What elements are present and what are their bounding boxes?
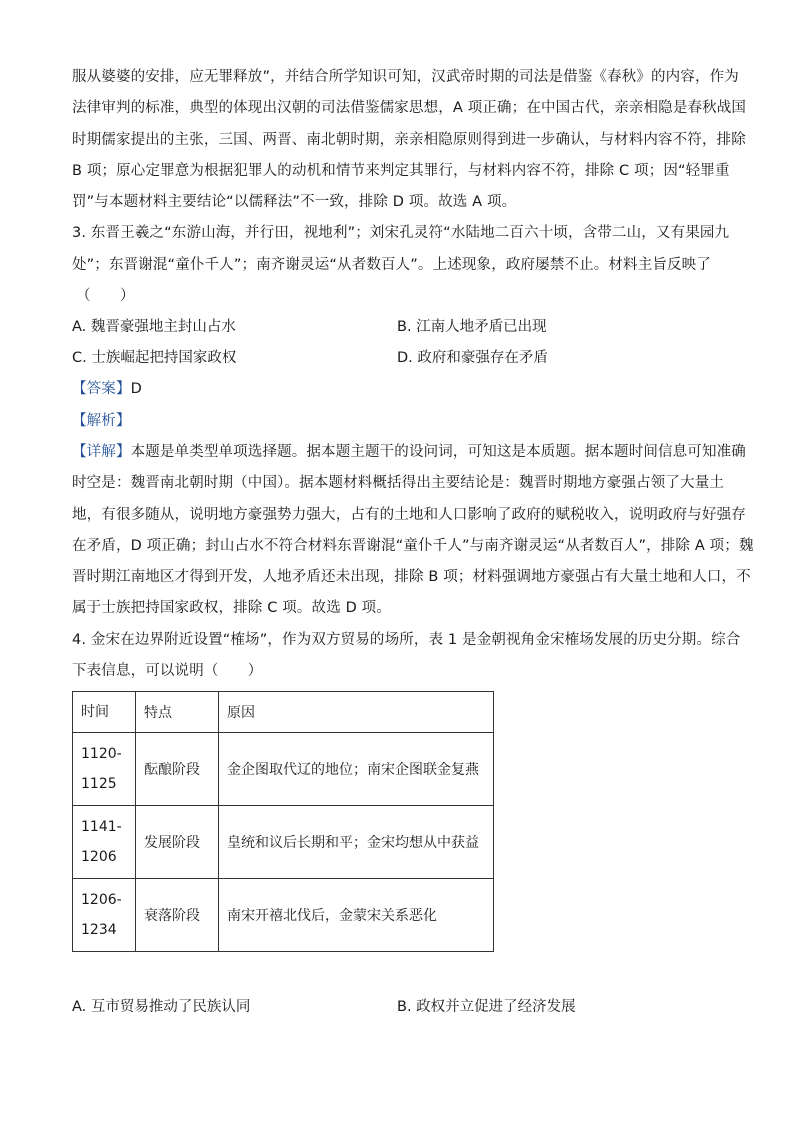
table-cell-period — [73, 733, 136, 806]
question-3 — [72, 218, 754, 624]
answer-line — [72, 374, 724, 405]
question-4 — [72, 625, 741, 1024]
detail-line: 时空是：魏晋南北朝时期（中国）。据本题材料概括得出主要结论是：魏晋时期地方豪强占领了大量土 — [72, 475, 724, 492]
text-line: B 项；原心定罪意为根据犯罪人的动机和情节来判定其罪行，与材料内容不符，排除 C 项；因“轻罪重 — [72, 162, 730, 179]
table-row — [73, 733, 494, 806]
option-a: A. 魏晋豪强地主封山占水 — [72, 319, 236, 336]
detail-tag: 【详解】 — [72, 443, 131, 460]
option-d: D. 政府和豪强存在矛盾 — [397, 350, 548, 367]
question-stem-line: 下表信息，可以说明（ ） — [72, 663, 263, 680]
period-start: 1141- — [81, 819, 122, 836]
question-stem-line: 处”；东晋谢混“童仆千人”；南齐谢灵运“从者数百人”。上述现象，政府屡禁不止。材料主旨反映了 — [72, 256, 711, 273]
table-cell-period — [73, 879, 136, 952]
detail-line: 在矛盾，D 项正确；封山占水不符合材料东晋谢混“童仆千人”与南齐谢灵运“从者数百人”，排除 A 项；魏 — [72, 537, 754, 554]
period-end: 1206 — [81, 849, 117, 866]
table-header-row — [73, 692, 494, 733]
data-table — [72, 691, 494, 952]
answer-tag: 【答案】 — [72, 381, 131, 398]
table-row — [73, 806, 494, 879]
period-start: 1120- — [81, 746, 122, 763]
document-page — [72, 62, 754, 1023]
table-cell-feature: 酝酿阶段 — [136, 733, 219, 806]
options-row — [72, 312, 724, 343]
table-row — [73, 879, 494, 952]
detail-line: 地，有很多随从，说明地方豪强势力强大，占有的土地和人口影响了政府的赋税收入，说明政府与好强存 — [72, 506, 746, 523]
option-b: B. 江南人地矛盾已出现 — [397, 319, 547, 336]
text-line: 服从婆婆的安排，应无罪释放”，并结合所学知识可知，汉武帝时期的司法是借鉴《春秋》的内容，作为 — [72, 69, 739, 85]
detail-line: 晋时期江南地区才得到开发，人地矛盾还未出现，排除 B 项；材料强调地方豪强占有大量土地和人口，不 — [72, 569, 751, 586]
period-end: 1234 — [81, 922, 117, 939]
detail-text: 本题是单类型单项选择题。据本题主题干的设问词，可知这是本质题。据本题时间信息可知准确 — [130, 443, 746, 460]
table-header-cell: 特点 — [136, 692, 219, 733]
table-cell-reason: 皇统和议后长期和平；金宋均想从中获益 — [219, 806, 494, 879]
answer-value: D — [130, 381, 142, 398]
option-a: A. 互市贸易推动了民族认同 — [72, 999, 251, 1016]
table-cell-reason: 金企图取代辽的地位；南宋企图联金复燕 — [219, 733, 494, 806]
detail-line — [72, 437, 746, 468]
option-b: B. 政权并立促进了经济发展 — [397, 999, 576, 1016]
text-line: 时期儒家提出的主张，三国、两晋、南北朝时期，亲亲相隐原则得到进一步确认，与材料内容不符，排除 — [72, 131, 746, 148]
analysis-line — [72, 406, 724, 437]
table-header-cell: 时间 — [73, 692, 136, 733]
table-cell-reason: 南宋开禧北伐后，金蒙宋关系恶化 — [219, 879, 494, 952]
question-stem-line: 3. 东晋王羲之“东游山海，并行田，视地利”；刘宋孔灵符“水陆地二百六十顷，含带二山，又有果园九 — [72, 225, 730, 242]
question-stem-line: 4. 金宋在边界附近设置“榷场”，作为双方贸易的场所，表 1 是金朝视角金宋榷场发展的历史分期。综合 — [72, 631, 741, 648]
previous-explanation — [72, 62, 747, 218]
table-header-cell: 原因 — [219, 692, 494, 733]
spacer — [72, 952, 724, 992]
option-c: C. 士族崛起把持国家政权 — [72, 350, 237, 367]
table-cell-feature: 衰落阶段 — [136, 879, 219, 952]
period-end: 1125 — [81, 776, 117, 793]
table-cell-feature: 发展阶段 — [136, 806, 219, 879]
text-line: 法律审判的标准，典型的体现出汉朝的司法借鉴儒家思想，A 项正确；在中国古代，亲亲相隐是春秋战国 — [72, 100, 747, 117]
question-stem-line: （ ） — [76, 288, 135, 305]
table-cell-period — [73, 806, 136, 879]
analysis-tag: 【解析】 — [72, 412, 131, 429]
period-start: 1206- — [81, 892, 122, 909]
detail-line: 属于士族把持国家政权，排除 C 项。故选 D 项。 — [72, 600, 391, 617]
options-row — [72, 992, 724, 1023]
text-line: 罚”与本题材料主要结论“以儒释法”不一致，排除 D 项。故选 A 项。 — [72, 194, 517, 211]
options-row — [72, 343, 724, 374]
